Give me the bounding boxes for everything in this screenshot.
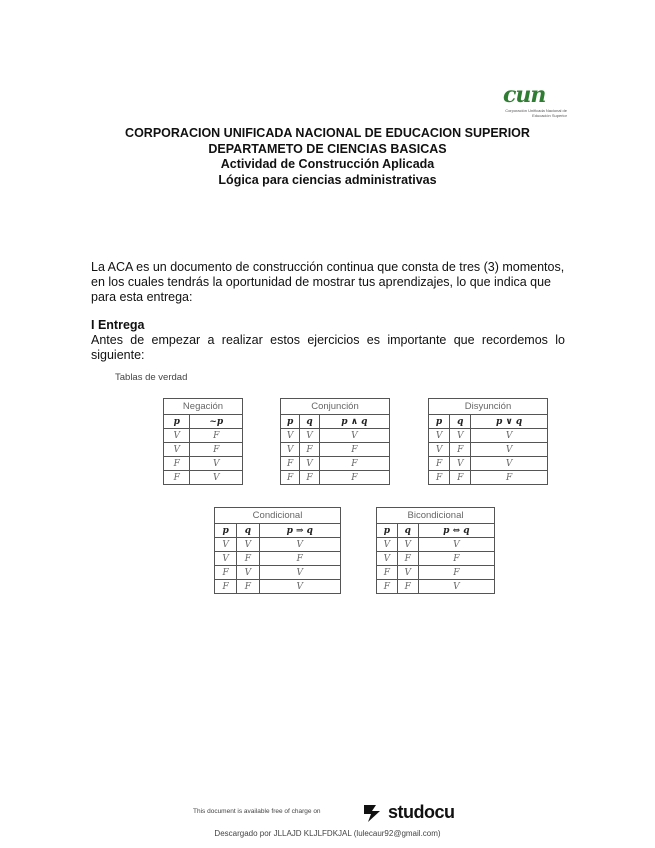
table-cell: V [471,457,548,471]
table-title: Bicondicional [377,508,495,524]
table-cell: F [164,457,190,471]
column-header: p [377,524,398,538]
column-header: p ⇔ q [418,524,494,538]
table-row [377,552,495,566]
column-header: p [164,415,190,429]
table-row [429,457,548,471]
table-conjuncion [280,398,390,485]
logo-mark: cun [503,82,546,108]
table-row [429,471,548,485]
table-row [164,457,243,471]
table-cell: F [429,457,450,471]
column-header: q [300,415,319,429]
table-cell: F [237,580,259,594]
table-cell: F [319,457,389,471]
table-cell: F [281,457,300,471]
table-row [164,429,243,443]
document-header [0,126,655,188]
table-cell: V [237,566,259,580]
studocu-icon [360,802,384,824]
table-cell: V [215,538,237,552]
table-title: Negación [164,399,243,415]
table-condicional [214,507,341,594]
table-cell: F [300,443,319,457]
table-cell: V [377,552,398,566]
cun-logo [503,82,567,120]
table-cell: F [319,471,389,485]
table-cell: V [429,429,450,443]
table-row [215,538,341,552]
table-bicondicional [376,507,495,594]
table-cell: V [418,538,494,552]
table-cell: V [237,538,259,552]
section-paragraph: Antes de empezar a realizar estos ejercicios es importante que recordemos lo siguiente: [91,333,565,362]
table-row [281,443,390,457]
table-cell: F [190,443,243,457]
table-cell: V [259,566,340,580]
table-row [429,429,548,443]
table-cell: V [281,443,300,457]
table-cell: F [397,580,418,594]
table-cell: V [281,429,300,443]
table-cell: V [164,443,190,457]
header-department: DEPARTAMETO DE CIENCIAS BASICAS [208,141,447,156]
table-cell: V [397,566,418,580]
download-note: Descargado por JLLAJD KLJLFDKJAL (lulecaur92@gmail.com) [214,829,441,838]
header-course: Lógica para ciencias administrativas [218,172,437,187]
table-negacion [163,398,243,485]
availability-note: This document is available free of charge on [193,808,321,815]
table-cell: F [259,552,340,566]
table-cell: V [300,429,319,443]
table-row [215,566,341,580]
table-row [377,538,495,552]
table-cell: V [259,580,340,594]
table-row [377,580,495,594]
logo-subtitle: Corporación Unificada Nacional de Educación Superior [505,108,567,118]
table-row [164,471,243,485]
table-cell: V [418,580,494,594]
column-header: p [215,524,237,538]
column-header: p [281,415,300,429]
table-cell: F [450,471,471,485]
column-header: q [397,524,418,538]
table-cell: F [377,580,398,594]
table-cell: V [319,429,389,443]
table-cell: F [164,471,190,485]
column-header: q [450,415,471,429]
table-cell: F [450,443,471,457]
table-cell: V [471,443,548,457]
table-title: Conjunción [281,399,390,415]
table-cell: F [190,429,243,443]
column-header: p ∧ q [319,415,389,429]
table-cell: F [237,552,259,566]
table-cell: V [397,538,418,552]
table-cell: F [418,566,494,580]
column-header: p ⇒ q [259,524,340,538]
header-activity: Actividad de Construcción Aplicada [220,157,435,171]
table-cell: V [190,457,243,471]
section-heading: I Entrega [91,318,145,332]
table-row [281,429,390,443]
table-cell: V [190,471,243,485]
table-cell: V [450,429,471,443]
tables-caption: Tablas de verdad [115,372,188,383]
table-disyuncion [428,398,548,485]
table-cell: F [471,471,548,485]
table-cell: F [215,566,237,580]
column-header: p ∨ q [471,415,548,429]
table-cell: V [429,443,450,457]
table-cell: V [215,552,237,566]
column-header: ~p [190,415,243,429]
table-title: Disyunción [429,399,548,415]
column-header: q [237,524,259,538]
table-row [281,457,390,471]
column-header: p [429,415,450,429]
table-cell: F [215,580,237,594]
table-cell: F [429,471,450,485]
table-cell: F [377,566,398,580]
table-cell: F [281,471,300,485]
table-row [281,471,390,485]
table-cell: V [300,457,319,471]
table-cell: F [319,443,389,457]
header-institution: CORPORACION UNIFICADA NACIONAL DE EDUCACION SUPERIOR [125,126,530,140]
table-cell: V [377,538,398,552]
table-cell: F [418,552,494,566]
table-row [429,443,548,457]
table-cell: V [164,429,190,443]
table-cell: F [397,552,418,566]
table-row [377,566,495,580]
table-cell: V [450,457,471,471]
studocu-brand: studocu [388,802,455,822]
table-cell: V [259,538,340,552]
table-row [215,580,341,594]
table-title: Condicional [215,508,341,524]
intro-paragraph: La ACA es un documento de construcción continua que consta de tres (3) momentos, en los cuales tendrás la oportunidad de mostrar tus aprendizajes, lo que indica que para esta entrega: [91,260,565,304]
table-row [164,443,243,457]
table-row [215,552,341,566]
table-cell: F [300,471,319,485]
table-cell: V [471,429,548,443]
